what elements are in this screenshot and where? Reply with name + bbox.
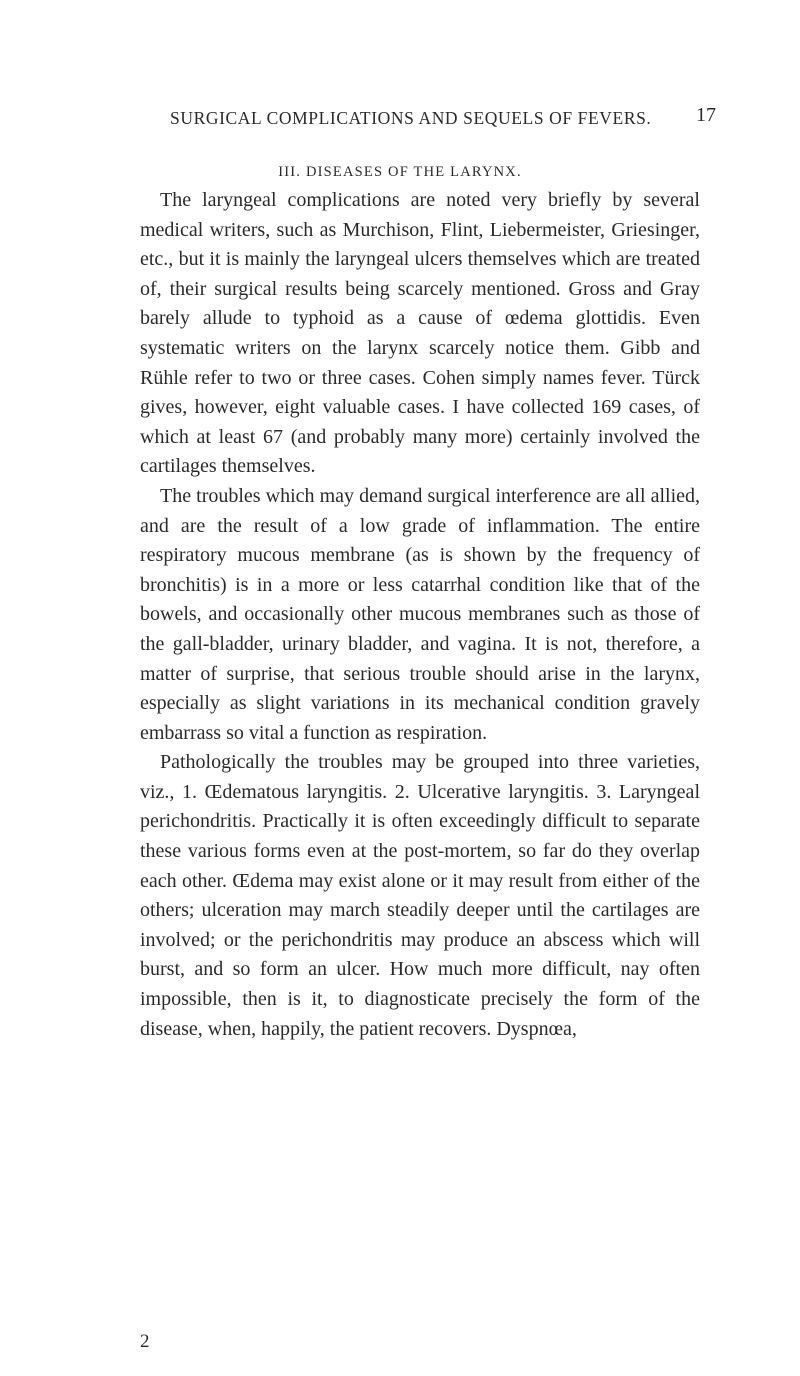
body-text xyxy=(140,186,700,1044)
paragraph-3: Pathologically the troubles may be grouped into three varieties, viz., 1. Œdematous laryngitis. 2. Ulcerative laryngitis. 3. Laryngeal perichondritis. Practically it is often exceedingly difficult to separate these various forms even at the post-mortem, so far do they overlap each other. Œdema may exist alone or it may result from either of the others; ulceration may march steadily deeper until the cartilages are involved; or the perichondritis may produce an abscess which will burst, and so form an ulcer. How much more difficult, nay often impossible, then is it, to diagnosticate precisely the form of the disease, when, happily, the patient recovers. Dyspnœa, xyxy=(140,751,700,1040)
section-heading: III. DISEASES OF THE LARYNX. xyxy=(278,164,522,180)
signature-mark: 2 xyxy=(140,1331,150,1352)
paragraph-2: The troubles which may demand surgical interference are all allied, and are the result of a low grade of inflammation. The entire respiratory mucous membrane (as is shown by the frequency of bronchitis) is in a more or less catarrhal condition like that of the bowels, and occasionally other mucous membranes such as those of the gall-bladder, urinary bladder, and vagina. It is not, therefore, a matter of surprise, that serious trouble should arise in the larynx, especially as slight variations in its mechanical condition gravely embarrass so vital a function as respiration. xyxy=(140,484,700,744)
paragraph-1: The laryngeal complications are noted very briefly by several medical writers, such as Murchison, Flint, Liebermeister, Griesinger, etc., but it is mainly the laryngeal ulcers themselves which are treated of, their surgical results being scarcely mentioned. Gross and Gray barely allude to typhoid as a cause of œdema glottidis. Even systematic writers on the larynx scarcely notice them. Gibb and Rühle refer to two or three cases. Cohen simply names fever. Türck gives, however, eight valuable cases. I have collected 169 cases, of which at least 67 (and probably many more) certainly involved the cartilages themselves. xyxy=(140,189,700,478)
page-number: 17 xyxy=(696,104,716,126)
running-head: SURGICAL COMPLICATIONS AND SEQUELS OF FEVERS. xyxy=(170,108,652,128)
